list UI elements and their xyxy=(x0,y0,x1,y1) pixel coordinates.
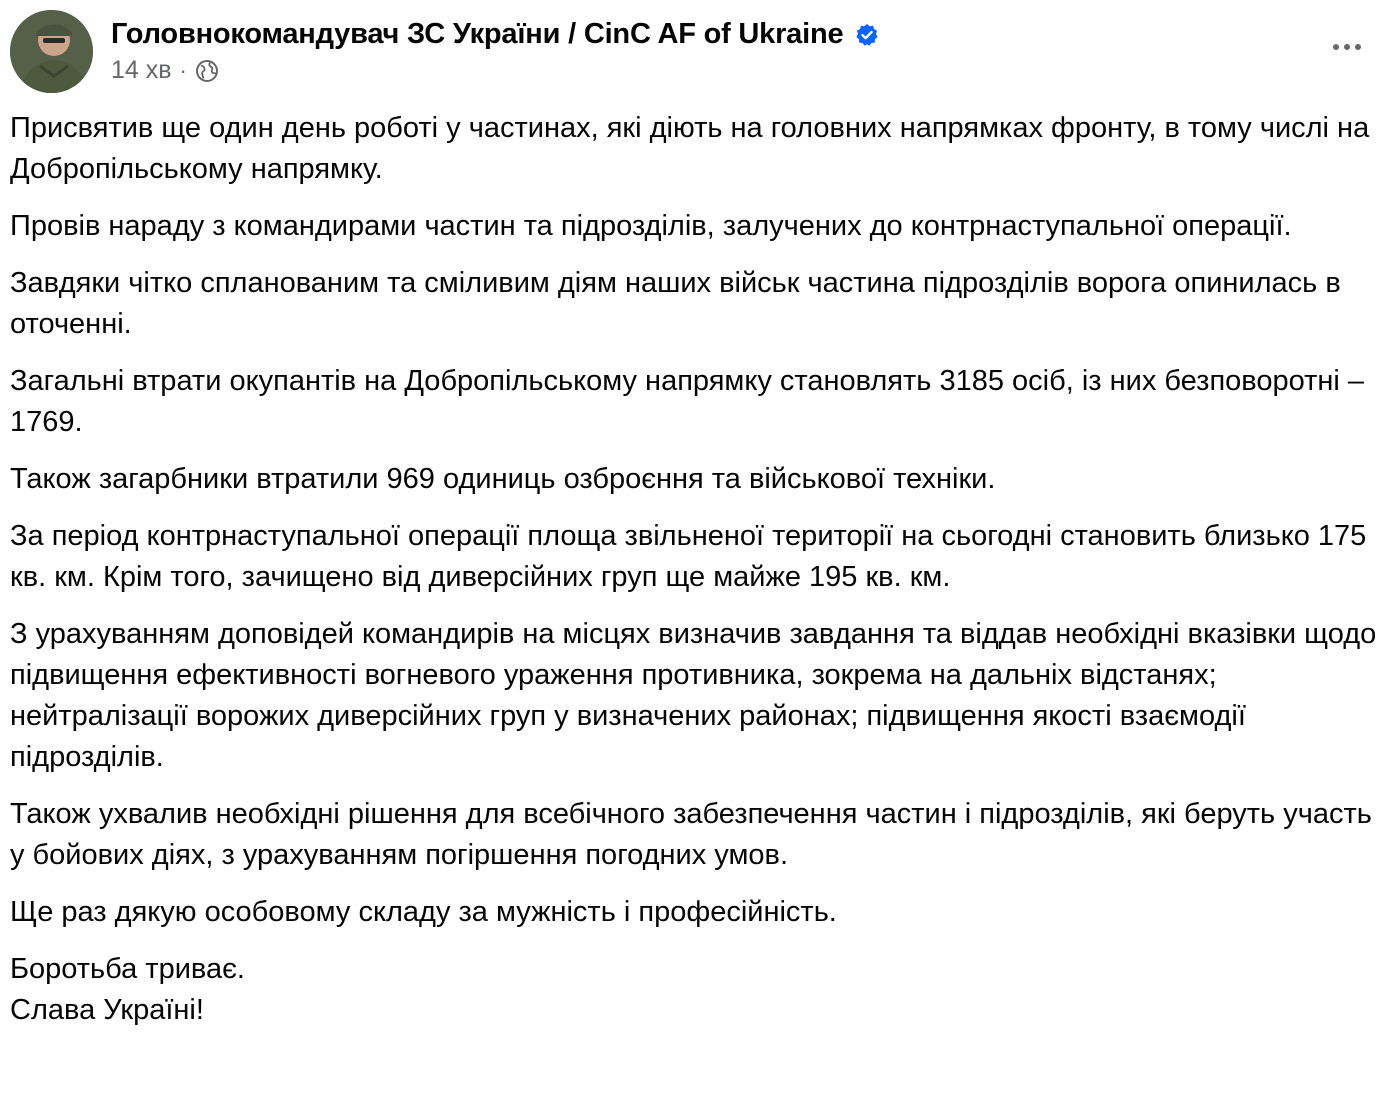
verified-badge-icon xyxy=(855,23,879,47)
post-paragraph: З урахуванням доповідей командирів на місцях визначив завдання та віддав необхідні вказівки щодо підвищення ефективності вогневого ураження противника, зокрема на дальніх відстанях; нейтралізації ворожих диверсійних груп у визначених районах; підвищення якості взаємодії підрозділів. xyxy=(10,618,1377,773)
post-paragraph: За період контрнаступальної операції площа звільненої території на сьогодні становить близько 175 кв. км. Крім того, зачищено від диверсійних груп ще майже 195 кв. км. xyxy=(10,520,1367,593)
globe-icon[interactable] xyxy=(195,59,219,83)
post-message xyxy=(10,108,1388,1047)
more-options-icon[interactable] xyxy=(1322,32,1372,62)
post-timestamp[interactable]: 14 хв xyxy=(111,56,172,84)
post-meta xyxy=(111,56,219,85)
post-paragraph: Завдяки чітко спланованим та сміливим діям наших військ частина підрозділів ворога опинилась в оточенні. xyxy=(10,267,1341,340)
post-paragraph: Ще раз дякую особовому складу за мужність і професійність. xyxy=(10,896,837,928)
post-paragraph: Також загарбники втратили 969 одиниць озброєння та військової техніки. xyxy=(10,463,996,495)
meta-separator: · xyxy=(179,57,187,83)
author-line xyxy=(111,18,879,51)
author-avatar[interactable] xyxy=(10,10,93,93)
post-paragraph: Боротьба триває. Слава Україні! xyxy=(10,953,245,1026)
post-paragraph: Провів нараду з командирами частин та підрозділів, залучених до контрнаступальної операції. xyxy=(10,210,1292,242)
post-paragraph: Присвятив ще один день роботі у частинах, які діють на головних напрямках фронту, в тому числі на Добропільському напрямку. xyxy=(10,112,1370,185)
post-paragraph: Загальні втрати окупантів на Добропільському напрямку становлять 3185 осіб, із них безповоротні – 1769. xyxy=(10,365,1365,438)
post-header xyxy=(10,10,1390,94)
author-name[interactable]: Головнокомандувач ЗС України / CinC AF of Ukraine xyxy=(111,18,844,50)
post-paragraph: Також ухвалив необхідні рішення для всебічного забезпечення частин і підрозділів, які беруть участь у бойових діях, з урахуванням погіршення погодних умов. xyxy=(10,798,1372,871)
